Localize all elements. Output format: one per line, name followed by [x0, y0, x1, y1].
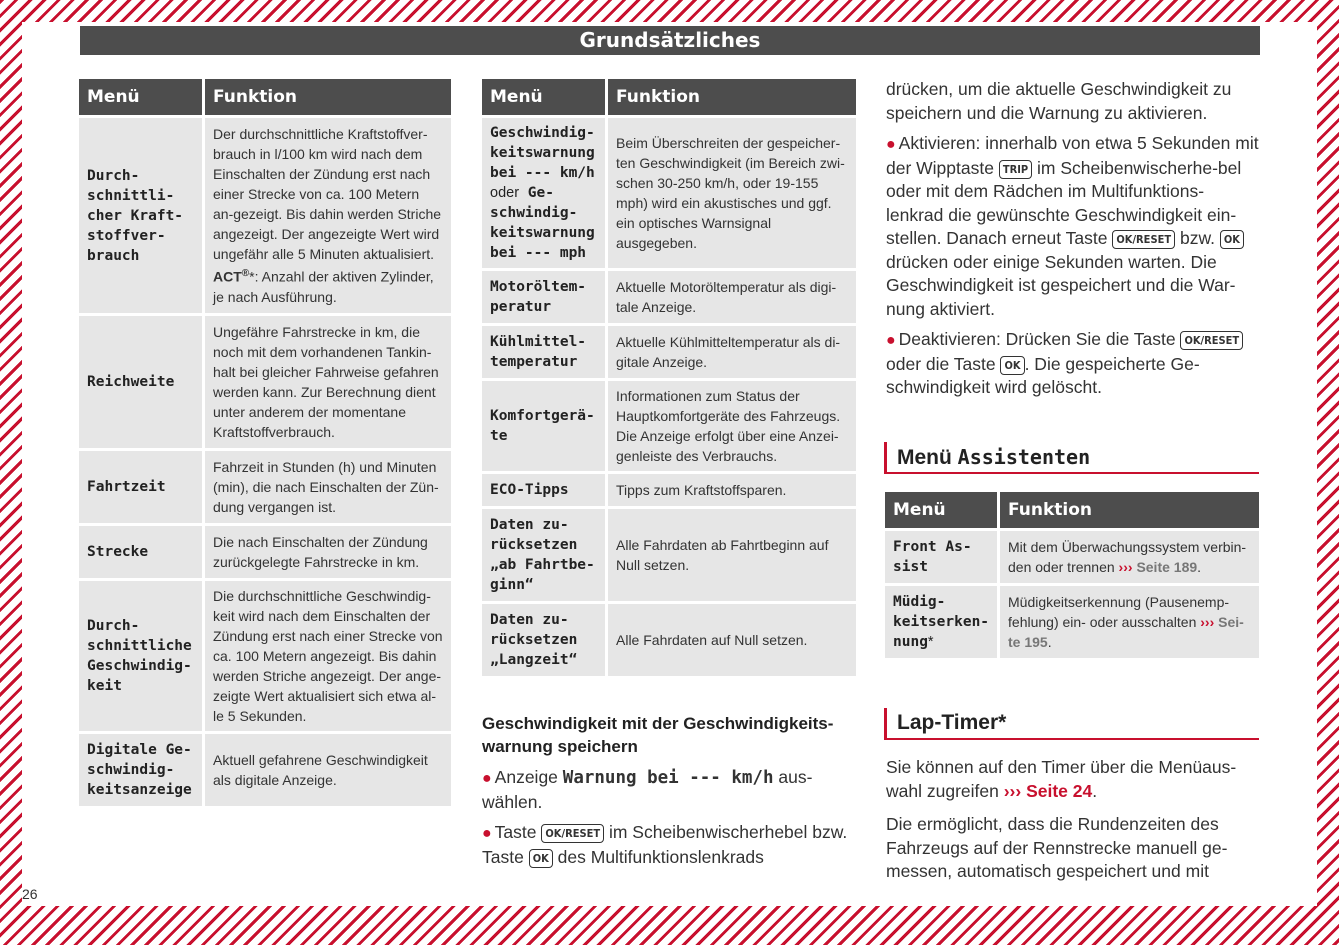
- list-item: [482, 821, 854, 869]
- list-item: [482, 766, 854, 814]
- function-cell: Die durchschnittliche Geschwindig-keit wird nach dem Einschalten der Zündung erst nach einer Strecke von ca. 100 Metern angezeigt. Bis dahin werden Striche angezeigt. Der ange-zeigte Wert aktualisiert sich etwa al-le 5 Sekunden.: [205, 581, 451, 731]
- act-label: ACT: [213, 268, 242, 285]
- menu-text: Müdig-keitserken-nung: [893, 594, 990, 650]
- item-text: des Multifunktionslenkrads: [552, 846, 764, 867]
- registered-mark: ®: [241, 268, 250, 280]
- paragraph: [886, 756, 1261, 803]
- col-header-menu: Menü: [885, 492, 997, 528]
- menu-cell: Kühlmittel-temperatur: [482, 326, 605, 378]
- menu-cell: Front As-sist: [885, 531, 997, 583]
- table-row: [482, 118, 856, 268]
- optional-star: *: [249, 268, 255, 285]
- table-row: [79, 316, 451, 448]
- page-number: 26: [22, 886, 38, 902]
- assist-table: [882, 489, 1262, 661]
- menu-cell: Digitale Ge-schwindig-keitsanzeige: [79, 734, 202, 806]
- col-header-menu: Menü: [482, 79, 605, 115]
- display-menu-table: [479, 76, 859, 679]
- function-cell: Ungefähre Fahrstrecke in km, die noch mit dem vorhandenen Tankin-halt bei gleicher Fahrweise gefahren werden kann. Zur Berechnung dient unter anderem der momentane Kraftstoffverbrauch.: [205, 316, 451, 448]
- item-text: drücken oder einige Sekunden warten. Die Geschwindigkeit ist gespeichert und die War-nung aktiviert.: [886, 251, 1236, 319]
- page-reference-link[interactable]: Seite 24: [1026, 780, 1093, 801]
- page-reference-link[interactable]: Seite 189: [1136, 559, 1198, 575]
- function-text-end: .: [1197, 559, 1202, 575]
- heading-mono-text: Assistenten: [957, 445, 1091, 469]
- menu-cell: Komfortgerä-te: [482, 381, 605, 471]
- table-row: [482, 271, 856, 323]
- trip-key-icon: TRIP: [999, 160, 1032, 179]
- heading-text: Menü: [897, 446, 958, 469]
- paragraph-text: Sie können auf den Timer über die Menüaus-wahl zugreifen: [886, 757, 1237, 801]
- menu-or: oder: [490, 185, 520, 201]
- page-ref-arrow-icon: ›››: [1003, 780, 1022, 801]
- table-row: [482, 509, 856, 601]
- function-cell: Beim Überschreiten der gespeicher-ten Geschwindigkeit (im Bereich zwi-schen 30-250 km/h, oder 19-155 mph) wird ein akustisches und ggf. ein optisches Warnsignal ausgegeben.: [608, 118, 856, 268]
- item-text: bzw.: [1175, 228, 1220, 248]
- function-cell: Die nach Einschalten der Zündung zurückgelegte Fahrstrecke in km.: [205, 526, 451, 578]
- menu-cell: ECO-Tipps: [482, 474, 605, 506]
- function-cell: [205, 118, 451, 313]
- item-text: Anzeige: [494, 767, 563, 787]
- function-text: Mit dem Überwachungssystem verbin-den oder trennen: [1008, 539, 1247, 575]
- function-cell: [1000, 586, 1259, 658]
- menu-cell: Motoröltem-peratur: [482, 271, 605, 323]
- table-row: [885, 531, 1259, 583]
- table-row: [482, 381, 856, 471]
- continued-text: drücken, um die aktuelle Geschwindigkeit zu speichern und die Warnung zu aktivieren.: [886, 79, 1232, 123]
- table-row: [79, 581, 451, 731]
- table-row: [482, 474, 856, 506]
- function-cell: [1000, 531, 1259, 583]
- menu-cell: Daten zu-rücksetzen „Langzeit“: [482, 604, 605, 676]
- bullet-icon: ●: [886, 136, 896, 153]
- menu-cell: [482, 118, 605, 268]
- act-text: : Anzahl der aktiven Zylinder, je nach Ausführung.: [213, 268, 434, 305]
- function-text-end: .: [1047, 634, 1052, 650]
- page-reference-link[interactable]: Sei-te 195: [1008, 614, 1244, 650]
- menu-cell: Durch-schnittliche Geschwindig-keit: [79, 581, 202, 731]
- menu-cell: [885, 586, 997, 658]
- list-item: [886, 132, 1261, 321]
- col-header-function: Funktion: [1000, 492, 1259, 528]
- table-row: [79, 734, 451, 806]
- function-cell: Informationen zum Status der Hauptkomfortgeräte des Fahrzeugs. Die Anzeige erfolgt über eine Anzei-genleiste des Verbrauchs.: [608, 381, 856, 471]
- item-text: . Die gespeicherte Ge-schwindigkeit wird gelöscht.: [886, 353, 1200, 397]
- menu-cell: Durch-schnittli-cher Kraft-stoffver-brauch: [79, 118, 202, 313]
- lap-timer-text: [886, 756, 1261, 884]
- bullet-icon: ●: [886, 332, 896, 349]
- assist-section-heading: [884, 442, 1259, 474]
- item-text: aus-wählen.: [482, 767, 813, 812]
- function-cell: Alle Fahrdaten auf Null setzen.: [608, 604, 856, 676]
- col-header-menu: Menü: [79, 79, 202, 115]
- menu-cell: Reichweite: [79, 316, 202, 448]
- item-text: im Scheibenwischerhe-bel oder mit dem Rädchen im Multifunktions-lenkrad die gewünschte Geschwindigkeit ein-stellen. Danach erneut Taste: [886, 157, 1242, 248]
- item-text: Deaktivieren: Drücken Sie die Taste: [898, 329, 1181, 349]
- ok-key-icon: OK: [529, 849, 553, 868]
- ok-key-icon: OK: [1000, 356, 1024, 375]
- list-item: [886, 328, 1261, 400]
- section-header: Grundsätzliches: [80, 26, 1260, 55]
- function-cell: Tipps zum Kraftstoffsparen.: [608, 474, 856, 506]
- function-text: Müdigkeitserkennung (Pausenemp-fehlung) ein- oder ausschalten: [1008, 594, 1230, 630]
- col-header-function: Funktion: [608, 79, 856, 115]
- ok-reset-key-icon: OK/RESET: [1112, 230, 1175, 249]
- function-cell: Aktuelle Kühlmitteltemperatur als di-gitale Anzeige.: [608, 326, 856, 378]
- item-text: Aktivieren: innerhalb von etwa 5 Sekunden mit der Wipptaste: [886, 133, 1259, 178]
- ok-key-icon: OK: [1220, 230, 1244, 249]
- bullet-icon: ●: [482, 825, 492, 842]
- table-row: [79, 526, 451, 578]
- menu-text: Ge-schwindig-keitswarnung bei --- mph: [490, 185, 595, 261]
- ok-reset-key-icon: OK/RESET: [1180, 331, 1243, 350]
- table-row: [885, 586, 1259, 658]
- menu-cell: Fahrtzeit: [79, 451, 202, 523]
- function-cell: Aktuell gefahrene Geschwindigkeit als digitale Anzeige.: [205, 734, 451, 806]
- menu-reference: Warnung bei --- km/h: [562, 768, 774, 788]
- function-text: Der durchschnittliche Kraftstoffver-brauch in l/100 km wird nach dem Einschalten der Zündung erst nach einer Strecke von ca. 100 Metern an-gezeigt. Bis dahin werden Striche angezeigt. Der angezeigte Wert wird ungefähr alle 5 Minuten aktualisiert.: [213, 126, 442, 263]
- trip-data-table: [76, 76, 454, 809]
- function-cell: Aktuelle Motoröltemperatur als digi-tale Anzeige.: [608, 271, 856, 323]
- speed-warning-continued: [886, 78, 1261, 400]
- paragraph-end: .: [1092, 780, 1098, 801]
- item-text: im Scheibenwischerhebel bzw. Taste: [482, 822, 848, 867]
- bullet-icon: ●: [482, 770, 492, 787]
- subsection-heading: Geschwindigkeit mit der Geschwindigkeits-warnung speichern: [482, 714, 834, 756]
- function-cell: Fahrzeit in Stunden (h) und Minuten (min), die nach Einschalten der Zün-dung vergangen ist.: [205, 451, 451, 523]
- paragraph: Die ermöglicht, dass die Rundenzeiten des Fahrzeugs auf der Rennstrecke manuell ge-messen, automatisch gespeichert und mit: [886, 814, 1228, 881]
- page-ref-arrow-icon: ›››: [1200, 614, 1215, 630]
- ok-reset-key-icon: OK/RESET: [541, 824, 604, 843]
- function-cell: Alle Fahrdaten ab Fahrtbeginn auf Null setzen.: [608, 509, 856, 601]
- item-text: oder die Taste: [886, 353, 1001, 374]
- manual-page: [22, 22, 1317, 906]
- table-row: [482, 604, 856, 676]
- table-row: [79, 451, 451, 523]
- table-row: [482, 326, 856, 378]
- menu-text: Geschwindig-keitswarnung bei --- km/h: [490, 125, 595, 181]
- menu-cell: Daten zu-rücksetzen „ab Fahrtbe-ginn“: [482, 509, 605, 601]
- item-text: Taste: [494, 822, 542, 842]
- table-row: [79, 118, 451, 313]
- speed-warning-section: [482, 712, 854, 869]
- col-header-function: Funktion: [205, 79, 451, 115]
- lap-timer-heading: Lap-Timer*: [884, 708, 1259, 740]
- page-ref-arrow-icon: ›››: [1118, 559, 1133, 575]
- optional-star: *: [927, 634, 934, 650]
- menu-cell: Strecke: [79, 526, 202, 578]
